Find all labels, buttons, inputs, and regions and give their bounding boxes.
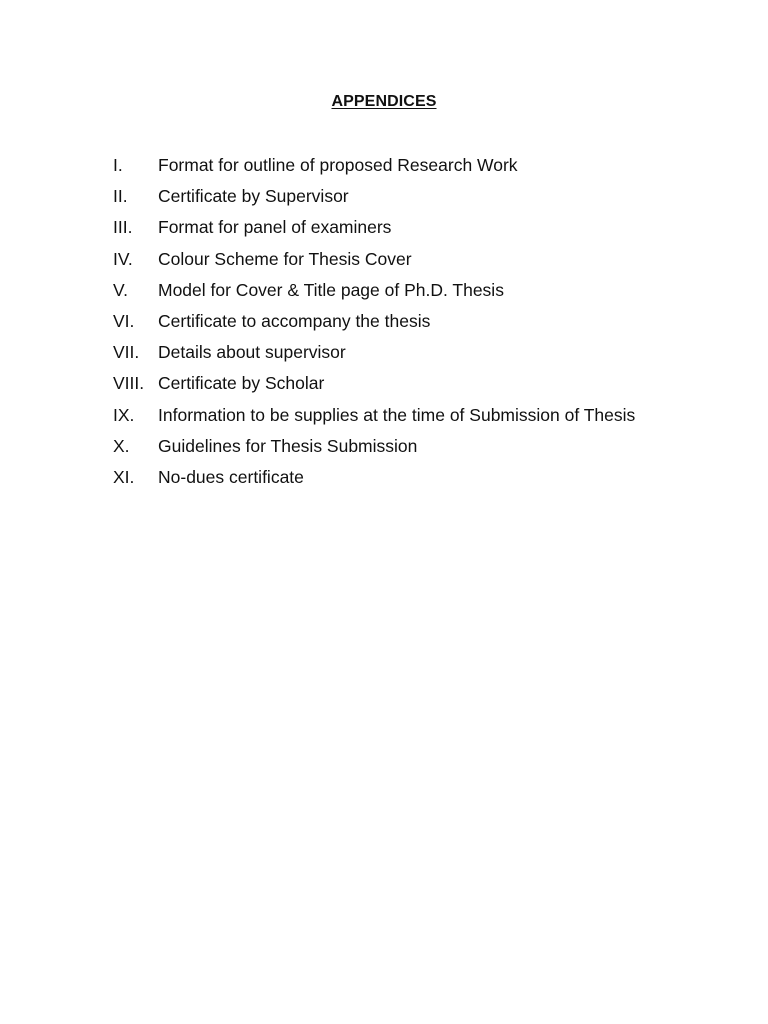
item-text: No-dues certificate — [158, 466, 304, 487]
item-text: Certificate by Scholar — [158, 373, 325, 394]
item-numeral: I. — [113, 155, 123, 175]
item-numeral: II. — [113, 186, 128, 207]
list-item — [113, 277, 635, 308]
item-text: Certificate to accompany the thesis — [158, 310, 431, 331]
item-numeral: VI. — [113, 310, 135, 331]
list-item — [113, 370, 635, 401]
list-item — [113, 464, 635, 495]
item-text: Information to be supplies at the time of Submission of Thesis — [158, 404, 636, 425]
item-text: Certificate by Supervisor — [158, 186, 349, 207]
list-item — [113, 433, 635, 464]
list-item — [113, 339, 635, 370]
list-item — [113, 402, 635, 433]
list-item — [113, 152, 635, 183]
item-numeral: III. — [113, 217, 133, 238]
item-text: Format for outline of proposed Research Work — [158, 155, 518, 175]
item-numeral: IX. — [113, 404, 135, 425]
item-numeral: V. — [113, 279, 128, 300]
page-title: APPENDICES — [331, 93, 437, 110]
item-numeral: IV. — [113, 248, 133, 269]
item-text: Colour Scheme for Thesis Cover — [158, 248, 412, 269]
item-numeral: VII. — [113, 342, 140, 363]
item-text: Details about supervisor — [158, 342, 346, 363]
item-numeral: VIII. — [113, 373, 145, 394]
item-numeral: XI. — [113, 466, 135, 487]
appendix-list — [113, 152, 635, 495]
item-text: Format for panel of examiners — [158, 217, 392, 238]
list-item — [113, 214, 635, 245]
item-text: Guidelines for Thesis Submission — [158, 435, 418, 456]
list-item — [113, 183, 635, 214]
item-text: Model for Cover & Title page of Ph.D. Thesis — [158, 279, 504, 300]
list-item — [113, 308, 635, 339]
list-item — [113, 246, 635, 277]
item-numeral: X. — [113, 435, 130, 456]
